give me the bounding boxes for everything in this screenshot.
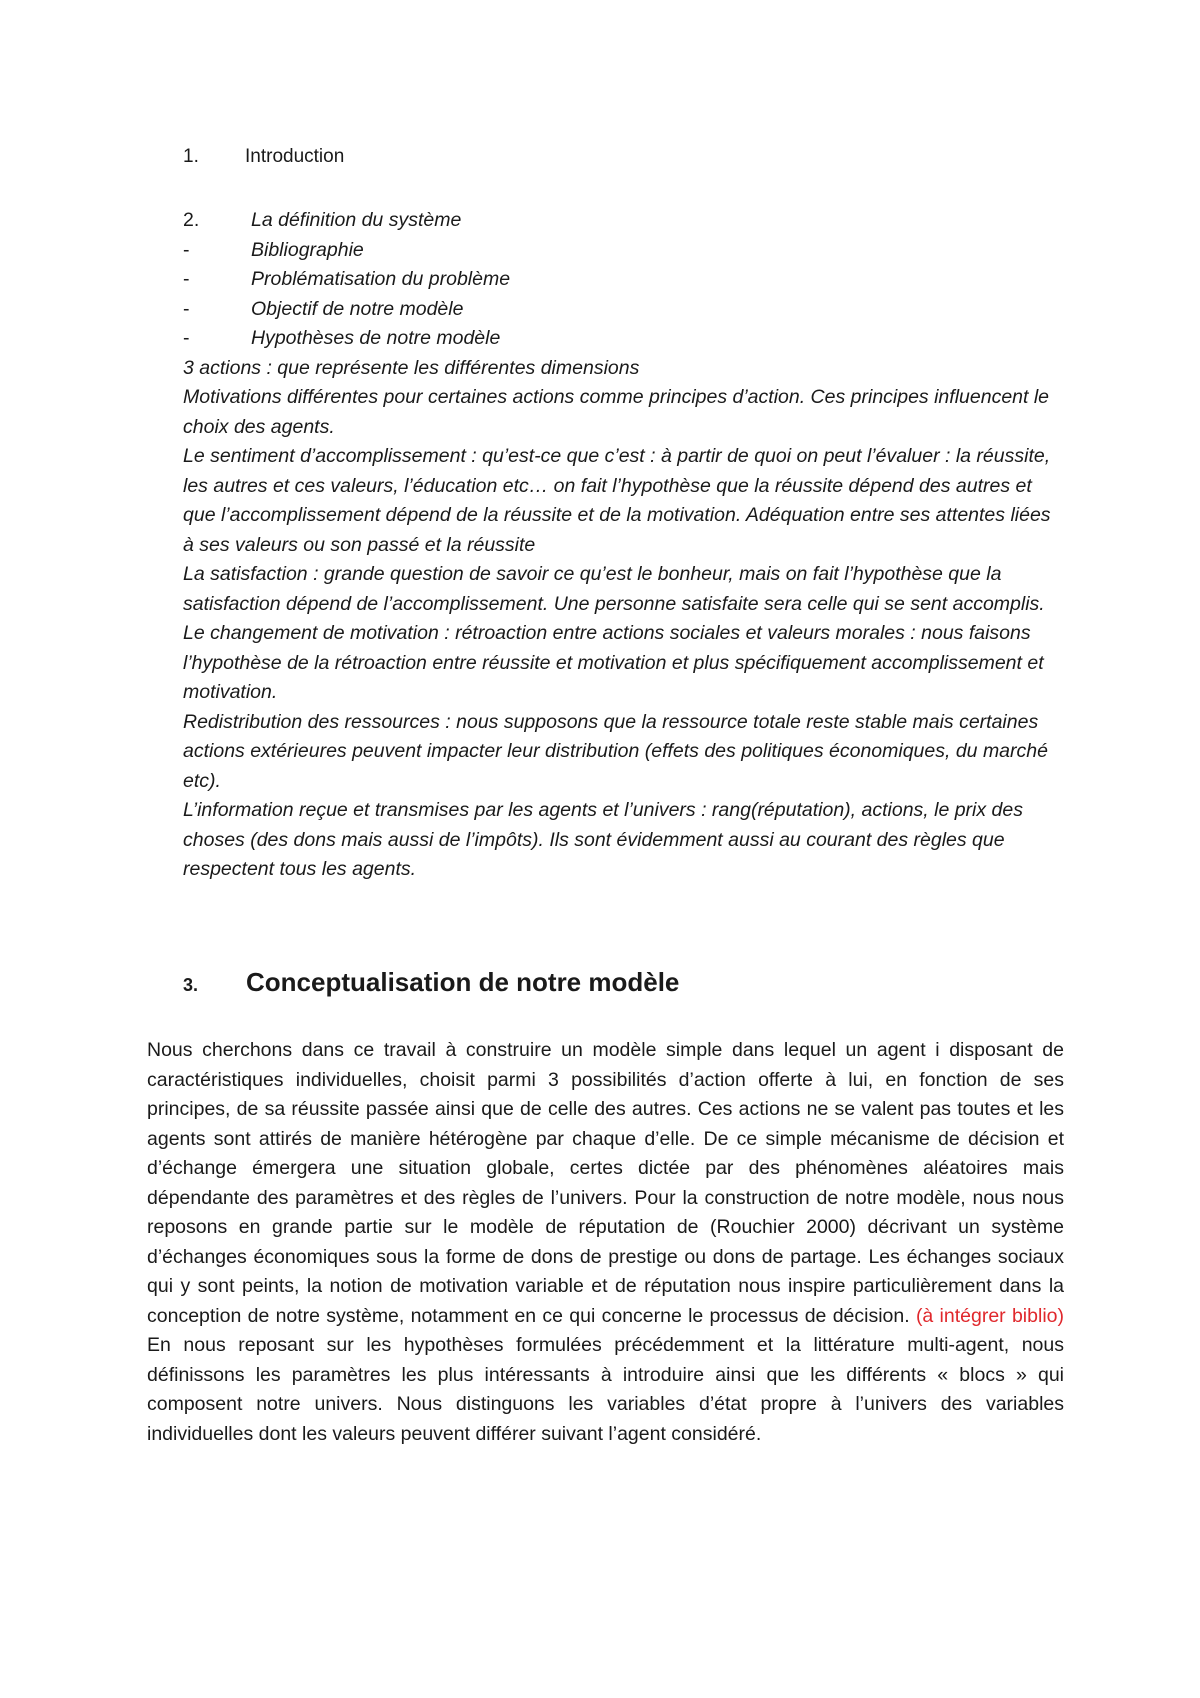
outline-paragraph: Redistribution des ressources : nous supposons que la ressource totale reste stable mais certaines actions extérieures peuvent impacter leur distribution (effets des politiques économiques, du marché etc). [183,710,1048,792]
outline-subitem-text: Hypothèses de notre modèle [251,327,501,349]
outline-subitem-text: Problématisation du problème [251,268,511,290]
outline-paragraph: Le changement de motivation : rétroaction entre actions sociales et valeurs morales : nous faisons l’hypothèse de la rétroaction entre réussite et motivation et plus spécifiquement accomplissement et motivation. [183,622,1044,703]
outline-subitem [183,236,1063,266]
citation-note: (à intégrer biblio) [915,1304,1064,1327]
body-text: En nous reposant sur les hypothèses formulées précédemment et la littérature multi-agent, nous définissons les paramètres les plus intéressants à introduire ainsi que les différents « blocs » qui composent notre univers. Nous distinguons les variables d’état propre à l’univers des variables individuelles dont les valeurs peuvent différer suivant l’agent considéré. [147,1334,1064,1445]
outline-subitem-text: Objectif de notre modèle [251,297,464,320]
toc-item-introduction [183,146,344,168]
section-title: Conceptualisation de notre modèle [246,967,680,997]
toc-item-number: 1. [183,146,199,167]
outline-paragraph: L’information reçue et transmises par les agents et l’univers : rang(réputation), actions, le prix des choses (des dons mais aussi de l’impôts). Ils sont évidemment aussi au courant des règles que respectent tous les agents. [183,799,1023,880]
section-body-paragraph [147,1036,1064,1449]
toc-item-number: 2. [183,209,200,231]
toc-item-title: Introduction [245,146,345,167]
toc-item-title: La définition du système [251,209,462,231]
outline-subitem [183,295,1063,325]
outline-paragraph: Le sentiment d’accomplissement : qu’est-ce que c’est : à partir de quoi on peut l’évaluer : la réussite, les autres et ces valeurs, l’éducation etc… on fait l’hypothèse que la réussite dépend des autres et que l’accomplissement dépend de la réussite et de la motivation. Adéquation entre ses attentes liées à ses valeurs ou son passé et la réussite [183,445,1051,556]
outline-section-2 [183,206,1063,885]
outline-paragraph: Motivations différentes pour certaines actions comme principes d’action. Ces principes influencent le choix des agents. [183,386,1050,438]
outline-subitem [183,324,1063,354]
bullet-dash: - [183,268,190,290]
bullet-dash: - [183,297,190,320]
body-text: Nous cherchons dans ce travail à construire un modèle simple dans lequel un agent i disposant de caractéristiques individuelles, choisit parmi 3 possibilités d’action offerte à lui, en fonction de ses principes, de sa réussite passée ainsi que de celle des autres. Ces actions ne se valent pas toutes et les agents sont attirés de manière hétérogène par chaque d’elle. De ce simple mécanisme de décision et d’échange émergera une situation globale, certes dictée par des phénomènes aléatoires mais dépendante des paramètres et des règles de l’univers. Pour la construction de notre modèle, nous nous reposons en grande partie sur le modèle de réputation de (Rouchier 2000) décrivant un système d’échanges économiques sous la forme de dons de prestige ou dons de partage. Les échanges sociaux qui y sont peints, la notion de motivation variable et de réputation nous inspire particulièrement dans la conception de notre système, notamment en ce qui concerne le processus de décision. [147,1039,1064,1327]
outline-paragraph: 3 actions : que représente les différentes dimensions [183,356,640,379]
outline-subitem-text: Bibliographie [251,238,364,261]
section-heading [183,966,679,1001]
toc-item-definition [183,206,1063,236]
outline-paragraph: La satisfaction : grande question de savoir ce qu’est le bonheur, mais on fait l’hypothèse que la satisfaction dépend de l’accomplissement. Une personne satisfaite sera celle qui se sent accomplis. [183,563,1045,615]
bullet-dash: - [183,327,190,349]
outline-subitem [183,265,1063,295]
bullet-dash: - [183,238,190,261]
section-number: 3. [183,975,199,995]
